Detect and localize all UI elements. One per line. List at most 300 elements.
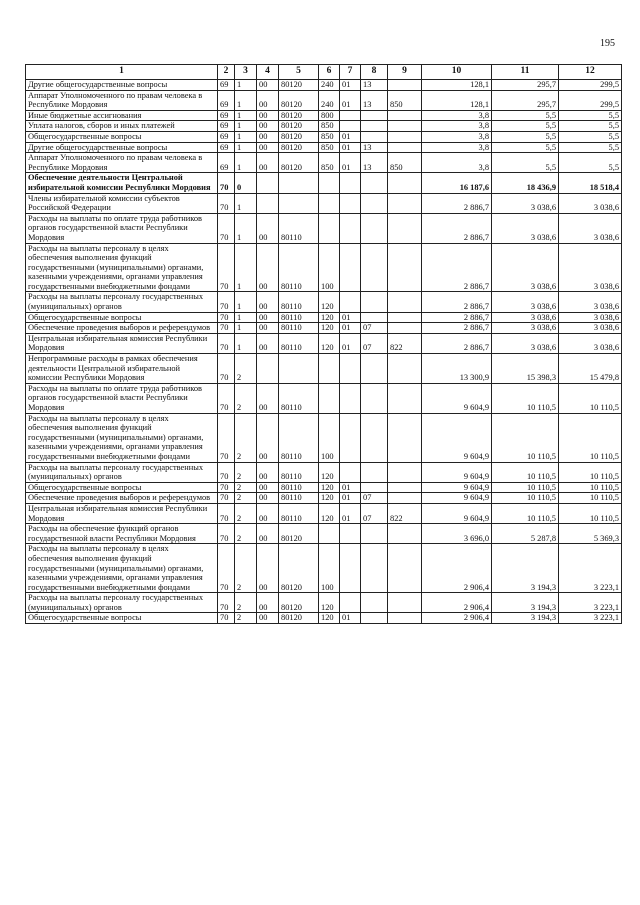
amount-col-12: 15 479,8 <box>559 354 622 384</box>
code-col-5: 80120 <box>279 593 319 613</box>
column-header: 2 <box>218 65 235 80</box>
amount-col-11: 295,7 <box>492 80 559 91</box>
budget-table <box>25 64 622 624</box>
code-col-2: 69 <box>218 110 235 121</box>
amount-col-11: 3 038,6 <box>492 312 559 323</box>
code-col-6: 120 <box>319 292 340 312</box>
code-col-9 <box>388 193 422 213</box>
amount-col-12: 10 110,5 <box>559 493 622 504</box>
amount-col-12: 5,5 <box>559 131 622 142</box>
amount-col-10: 2 886,7 <box>422 292 492 312</box>
amount-col-12: 3 038,6 <box>559 333 622 353</box>
code-col-2: 70 <box>218 173 235 193</box>
code-col-9 <box>388 524 422 544</box>
column-header: 1 <box>26 65 218 80</box>
amount-col-10: 9 604,9 <box>422 413 492 462</box>
code-col-2: 69 <box>218 121 235 132</box>
column-header: 12 <box>559 65 622 80</box>
amount-col-11: 3 038,6 <box>492 243 559 292</box>
code-col-5 <box>279 193 319 213</box>
code-col-9 <box>388 323 422 334</box>
code-col-4: 00 <box>257 243 279 292</box>
code-col-6 <box>319 193 340 213</box>
code-col-9 <box>388 213 422 243</box>
code-col-3: 2 <box>235 593 257 613</box>
amount-col-12: 5,5 <box>559 142 622 153</box>
column-header: 9 <box>388 65 422 80</box>
row-description: Расходы на выплаты по оплате труда работников органов государственной власти Республики Мордовия <box>26 213 218 243</box>
amount-col-10: 2 886,7 <box>422 333 492 353</box>
amount-col-10: 3 696,0 <box>422 524 492 544</box>
code-col-9 <box>388 544 422 593</box>
code-col-9 <box>388 383 422 413</box>
code-col-5: 80110 <box>279 413 319 462</box>
code-col-8: 07 <box>361 333 388 353</box>
amount-col-10: 2 906,4 <box>422 593 492 613</box>
amount-col-11: 3 038,6 <box>492 333 559 353</box>
code-col-7: 01 <box>340 333 361 353</box>
code-col-8 <box>361 593 388 613</box>
amount-col-11: 10 110,5 <box>492 503 559 523</box>
code-col-6: 120 <box>319 613 340 624</box>
code-col-6 <box>319 173 340 193</box>
code-col-2: 70 <box>218 243 235 292</box>
code-col-8: 13 <box>361 80 388 91</box>
amount-col-12: 3 038,6 <box>559 213 622 243</box>
table-row <box>26 121 622 132</box>
code-col-8 <box>361 121 388 132</box>
row-description: Другие общегосударственные вопросы <box>26 80 218 91</box>
code-col-5: 80110 <box>279 503 319 523</box>
amount-col-12: 3 038,6 <box>559 193 622 213</box>
amount-col-12: 5,5 <box>559 153 622 173</box>
code-col-4: 00 <box>257 121 279 132</box>
row-description: Расходы на выплаты персоналу государственных (муниципальных) органов <box>26 292 218 312</box>
amount-col-12: 3 038,6 <box>559 243 622 292</box>
table-row <box>26 193 622 213</box>
amount-col-12: 10 110,5 <box>559 503 622 523</box>
code-col-2: 70 <box>218 593 235 613</box>
code-col-7: 01 <box>340 493 361 504</box>
amount-col-10: 2 886,7 <box>422 193 492 213</box>
code-col-8: 13 <box>361 153 388 173</box>
code-col-4: 00 <box>257 524 279 544</box>
code-col-3: 1 <box>235 110 257 121</box>
table-row <box>26 90 622 110</box>
row-description: Аппарат Уполномоченного по правам человека в Республике Мордовия <box>26 153 218 173</box>
table-row <box>26 80 622 91</box>
row-description: Общегосударственные вопросы <box>26 482 218 493</box>
code-col-7 <box>340 354 361 384</box>
code-col-5: 80120 <box>279 121 319 132</box>
code-col-7: 01 <box>340 613 361 624</box>
amount-col-10: 3,8 <box>422 131 492 142</box>
code-col-9 <box>388 312 422 323</box>
code-col-3: 1 <box>235 121 257 132</box>
code-col-4: 00 <box>257 153 279 173</box>
row-description: Обеспечение проведения выборов и референдумов <box>26 493 218 504</box>
code-col-9 <box>388 482 422 493</box>
code-col-6: 100 <box>319 544 340 593</box>
amount-col-11: 5,5 <box>492 131 559 142</box>
code-col-3: 1 <box>235 90 257 110</box>
amount-col-10: 9 604,9 <box>422 503 492 523</box>
code-col-3: 1 <box>235 153 257 173</box>
code-col-6: 120 <box>319 482 340 493</box>
code-col-6: 850 <box>319 153 340 173</box>
code-col-3: 1 <box>235 333 257 353</box>
code-col-2: 70 <box>218 193 235 213</box>
code-col-2: 70 <box>218 613 235 624</box>
code-col-5: 80110 <box>279 482 319 493</box>
code-col-9: 850 <box>388 153 422 173</box>
table-row <box>26 142 622 153</box>
code-col-4: 00 <box>257 493 279 504</box>
table-row <box>26 493 622 504</box>
code-col-8 <box>361 312 388 323</box>
amount-col-10: 9 604,9 <box>422 482 492 493</box>
row-description: Иные бюджетные ассигнования <box>26 110 218 121</box>
code-col-2: 70 <box>218 213 235 243</box>
column-header: 6 <box>319 65 340 80</box>
code-col-5: 80120 <box>279 142 319 153</box>
code-col-3: 1 <box>235 213 257 243</box>
column-header: 4 <box>257 65 279 80</box>
amount-col-11: 18 436,9 <box>492 173 559 193</box>
code-col-2: 69 <box>218 80 235 91</box>
code-col-9 <box>388 80 422 91</box>
amount-col-11: 3 038,6 <box>492 193 559 213</box>
amount-col-10: 128,1 <box>422 90 492 110</box>
amount-col-12: 3 038,6 <box>559 323 622 334</box>
table-row <box>26 462 622 482</box>
code-col-2: 69 <box>218 131 235 142</box>
code-col-4: 00 <box>257 80 279 91</box>
code-col-4: 00 <box>257 312 279 323</box>
code-col-7 <box>340 593 361 613</box>
code-col-4: 00 <box>257 383 279 413</box>
column-header: 10 <box>422 65 492 80</box>
code-col-5: 80110 <box>279 493 319 504</box>
code-col-9: 850 <box>388 90 422 110</box>
code-col-6: 850 <box>319 142 340 153</box>
amount-col-12: 10 110,5 <box>559 413 622 462</box>
code-col-5: 80110 <box>279 243 319 292</box>
amount-col-10: 128,1 <box>422 80 492 91</box>
amount-col-11: 295,7 <box>492 90 559 110</box>
code-col-3: 2 <box>235 413 257 462</box>
code-col-3: 2 <box>235 613 257 624</box>
code-col-5 <box>279 354 319 384</box>
code-col-3: 2 <box>235 524 257 544</box>
amount-col-11: 5 287,8 <box>492 524 559 544</box>
code-col-8 <box>361 482 388 493</box>
code-col-9 <box>388 493 422 504</box>
row-description: Обеспечение проведения выборов и референдумов <box>26 323 218 334</box>
code-col-8 <box>361 613 388 624</box>
code-col-5: 80120 <box>279 153 319 173</box>
row-description: Другие общегосударственные вопросы <box>26 142 218 153</box>
code-col-2: 70 <box>218 323 235 334</box>
code-col-7: 01 <box>340 153 361 173</box>
table-row <box>26 413 622 462</box>
code-col-8 <box>361 524 388 544</box>
code-col-5: 80110 <box>279 312 319 323</box>
code-col-7: 01 <box>340 482 361 493</box>
amount-col-11: 10 110,5 <box>492 462 559 482</box>
row-description: Непрограммные расходы в рамках обеспечения деятельности Центральной избирательной комиссии Республики Мордовия <box>26 354 218 384</box>
code-col-6: 120 <box>319 503 340 523</box>
code-col-2: 69 <box>218 153 235 173</box>
column-header: 11 <box>492 65 559 80</box>
code-col-3: 1 <box>235 312 257 323</box>
row-description: Расходы на выплаты персоналу государственных (муниципальных) органов <box>26 462 218 482</box>
code-col-9 <box>388 292 422 312</box>
code-col-2: 70 <box>218 413 235 462</box>
code-col-3: 2 <box>235 503 257 523</box>
code-col-8: 07 <box>361 503 388 523</box>
amount-col-10: 2 886,7 <box>422 243 492 292</box>
row-description: Общегосударственные вопросы <box>26 613 218 624</box>
code-col-4: 00 <box>257 593 279 613</box>
table-row <box>26 292 622 312</box>
table-row <box>26 613 622 624</box>
code-col-2: 70 <box>218 524 235 544</box>
column-header: 8 <box>361 65 388 80</box>
code-col-5: 80120 <box>279 110 319 121</box>
table-body <box>26 80 622 624</box>
code-col-8 <box>361 413 388 462</box>
code-col-3: 1 <box>235 131 257 142</box>
code-col-9 <box>388 110 422 121</box>
row-description: Расходы на обеспечение функций органов государственной власти Республики Мордовия <box>26 524 218 544</box>
amount-col-11: 10 110,5 <box>492 383 559 413</box>
amount-col-10: 9 604,9 <box>422 383 492 413</box>
code-col-4: 00 <box>257 292 279 312</box>
code-col-7 <box>340 413 361 462</box>
code-col-8: 07 <box>361 323 388 334</box>
amount-col-10: 9 604,9 <box>422 493 492 504</box>
code-col-5: 80110 <box>279 323 319 334</box>
code-col-6: 100 <box>319 243 340 292</box>
code-col-8: 13 <box>361 90 388 110</box>
amount-col-11: 3 038,6 <box>492 213 559 243</box>
code-col-6: 120 <box>319 593 340 613</box>
amount-col-10: 2 886,7 <box>422 312 492 323</box>
amount-col-12: 10 110,5 <box>559 462 622 482</box>
amount-col-11: 10 110,5 <box>492 413 559 462</box>
code-col-8 <box>361 213 388 243</box>
code-col-6 <box>319 383 340 413</box>
row-description: Центральная избирательная комиссия Республики Мордовия <box>26 503 218 523</box>
table-row <box>26 243 622 292</box>
table-row <box>26 110 622 121</box>
code-col-4: 00 <box>257 110 279 121</box>
table-row <box>26 593 622 613</box>
code-col-6 <box>319 354 340 384</box>
code-col-6 <box>319 524 340 544</box>
table-row <box>26 153 622 173</box>
code-col-6 <box>319 213 340 243</box>
column-header: 3 <box>235 65 257 80</box>
row-description: Расходы на выплаты персоналу государственных (муниципальных) органов <box>26 593 218 613</box>
code-col-2: 70 <box>218 462 235 482</box>
amount-col-12: 5 369,3 <box>559 524 622 544</box>
code-col-2: 70 <box>218 312 235 323</box>
amount-col-12: 3 223,1 <box>559 544 622 593</box>
code-col-9 <box>388 173 422 193</box>
code-col-2: 70 <box>218 383 235 413</box>
amount-col-11: 10 110,5 <box>492 493 559 504</box>
code-col-9 <box>388 593 422 613</box>
amount-col-11: 5,5 <box>492 153 559 173</box>
code-col-4: 00 <box>257 90 279 110</box>
amount-col-11: 5,5 <box>492 121 559 132</box>
table-row <box>26 482 622 493</box>
amount-col-12: 3 223,1 <box>559 613 622 624</box>
code-col-5: 80110 <box>279 383 319 413</box>
code-col-8: 13 <box>361 142 388 153</box>
code-col-4: 00 <box>257 323 279 334</box>
row-description: Члены избирательной комиссии субъектов Российской Федерации <box>26 193 218 213</box>
code-col-9: 822 <box>388 503 422 523</box>
table-row <box>26 333 622 353</box>
table-row <box>26 213 622 243</box>
code-col-7 <box>340 243 361 292</box>
code-col-6: 850 <box>319 131 340 142</box>
amount-col-10: 2 906,4 <box>422 544 492 593</box>
code-col-4: 00 <box>257 413 279 462</box>
code-col-4: 00 <box>257 613 279 624</box>
code-col-2: 70 <box>218 354 235 384</box>
amount-col-10: 2 886,7 <box>422 323 492 334</box>
amount-col-11: 3 194,3 <box>492 544 559 593</box>
code-col-9 <box>388 354 422 384</box>
code-col-5: 80120 <box>279 613 319 624</box>
table-header-row <box>26 65 622 80</box>
code-col-8 <box>361 544 388 593</box>
code-col-4: 00 <box>257 544 279 593</box>
code-col-7 <box>340 524 361 544</box>
row-description: Аппарат Уполномоченного по правам человека в Республике Мордовия <box>26 90 218 110</box>
code-col-9 <box>388 121 422 132</box>
amount-col-12: 10 110,5 <box>559 482 622 493</box>
code-col-4 <box>257 173 279 193</box>
code-col-6: 240 <box>319 80 340 91</box>
code-col-8 <box>361 383 388 413</box>
code-col-7 <box>340 173 361 193</box>
amount-col-10: 3,8 <box>422 153 492 173</box>
column-header: 7 <box>340 65 361 80</box>
code-col-5: 80110 <box>279 292 319 312</box>
code-col-2: 70 <box>218 544 235 593</box>
code-col-3: 1 <box>235 243 257 292</box>
code-col-7: 01 <box>340 90 361 110</box>
table-row <box>26 544 622 593</box>
code-col-4: 00 <box>257 503 279 523</box>
table-row <box>26 503 622 523</box>
amount-col-10: 16 187,6 <box>422 173 492 193</box>
code-col-8 <box>361 173 388 193</box>
code-col-8 <box>361 193 388 213</box>
code-col-2: 70 <box>218 482 235 493</box>
code-col-8 <box>361 243 388 292</box>
code-col-5: 80110 <box>279 213 319 243</box>
page-number: 195 <box>600 38 615 49</box>
code-col-6: 240 <box>319 90 340 110</box>
code-col-3: 1 <box>235 193 257 213</box>
code-col-3: 1 <box>235 80 257 91</box>
code-col-7 <box>340 544 361 593</box>
row-description: Расходы на выплаты персоналу в целях обеспечения выполнения функций государственными (муниципальными) органами, казенными учреждениями, органами управления государственными внебюджетными фондами <box>26 413 218 462</box>
amount-col-11: 5,5 <box>492 142 559 153</box>
code-col-4: 00 <box>257 142 279 153</box>
code-col-7 <box>340 193 361 213</box>
code-col-8 <box>361 110 388 121</box>
code-col-6: 120 <box>319 312 340 323</box>
code-col-7: 01 <box>340 503 361 523</box>
code-col-6: 100 <box>319 413 340 462</box>
amount-col-12: 299,5 <box>559 90 622 110</box>
code-col-3: 1 <box>235 323 257 334</box>
code-col-8 <box>361 131 388 142</box>
amount-col-12: 10 110,5 <box>559 383 622 413</box>
code-col-6: 850 <box>319 121 340 132</box>
amount-col-10: 3,8 <box>422 142 492 153</box>
amount-col-11: 5,5 <box>492 110 559 121</box>
row-description: Расходы на выплаты персоналу в целях обеспечения выполнения функций государственными (муниципальными) органами, казенными учреждениями, органами управления государственными внебюджетными фондами <box>26 544 218 593</box>
code-col-9 <box>388 613 422 624</box>
amount-col-10: 3,8 <box>422 110 492 121</box>
amount-col-11: 3 038,6 <box>492 292 559 312</box>
amount-col-11: 15 398,3 <box>492 354 559 384</box>
amount-col-10: 3,8 <box>422 121 492 132</box>
amount-col-10: 2 906,4 <box>422 613 492 624</box>
code-col-3: 2 <box>235 462 257 482</box>
code-col-2: 69 <box>218 90 235 110</box>
code-col-4 <box>257 193 279 213</box>
code-col-7: 01 <box>340 131 361 142</box>
code-col-3: 2 <box>235 383 257 413</box>
code-col-4: 00 <box>257 131 279 142</box>
table-row <box>26 173 622 193</box>
amount-col-12: 5,5 <box>559 110 622 121</box>
code-col-2: 70 <box>218 493 235 504</box>
code-col-5: 80120 <box>279 544 319 593</box>
amount-col-11: 10 110,5 <box>492 482 559 493</box>
table-row <box>26 524 622 544</box>
amount-col-12: 3 223,1 <box>559 593 622 613</box>
amount-col-12: 3 038,6 <box>559 292 622 312</box>
code-col-2: 70 <box>218 333 235 353</box>
code-col-3: 2 <box>235 354 257 384</box>
code-col-7: 01 <box>340 80 361 91</box>
code-col-6: 120 <box>319 462 340 482</box>
table-row <box>26 323 622 334</box>
code-col-9 <box>388 243 422 292</box>
code-col-4: 00 <box>257 462 279 482</box>
code-col-7 <box>340 462 361 482</box>
code-col-8: 07 <box>361 493 388 504</box>
code-col-8 <box>361 462 388 482</box>
code-col-3: 1 <box>235 142 257 153</box>
amount-col-11: 3 194,3 <box>492 613 559 624</box>
code-col-9: 822 <box>388 333 422 353</box>
code-col-6: 120 <box>319 333 340 353</box>
code-col-9 <box>388 413 422 462</box>
code-col-7: 01 <box>340 312 361 323</box>
table-row <box>26 354 622 384</box>
